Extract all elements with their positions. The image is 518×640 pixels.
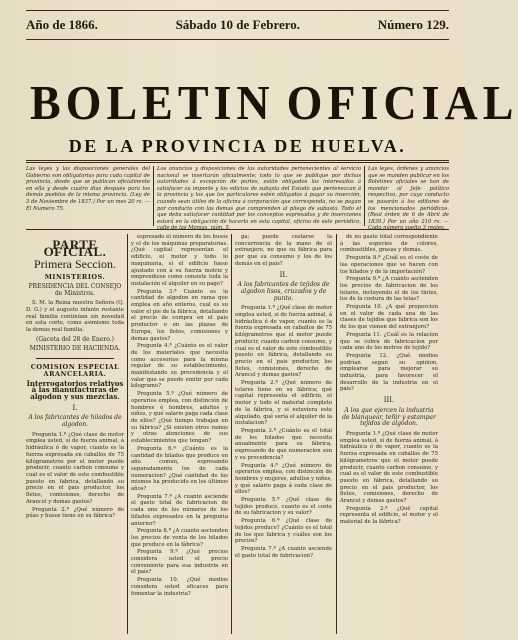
- col2-paragraph-3: Pregunta 4.ª ¿Cuánto es el valor de los materiales que necesita como accesorios para la misma regular de su establecimiento, manifestando su procedencia y el valor que se puede emitir por cada kilogramo?: [131, 343, 228, 390]
- commission-heading: COMISION ESPECIAL ARANCELARIA.: [30, 363, 120, 378]
- col4-paragraph-8: Pregunta 2.ª ¿Qué capital representa el edificio, el motor y el material de la fábrica?: [340, 505, 438, 526]
- roman-numeral-ii: II.: [279, 270, 288, 279]
- subheading-weavers: A los fabricantes de tejidos de algodon lisos, cruzados y de punto.: [237, 281, 330, 302]
- col3-paragraph-1: ga; puede costarse la concurrencia de la mano de el extranjero, no que su fábrica para por que su consumo y los de los demás en el pais?: [235, 234, 332, 267]
- col3-paragraph-6: Pregunta 5.ª ¿Qué clase de tejidos produce, cuanto es el coste de su fabricacion y su valor?: [235, 497, 332, 517]
- notice-center: Los anuncios y disposiciones de las autoridades pertenecientes al servicio nacional se insertarán oficialmente; todo lo que se publique por dichas autoridades á excepción de partes, están obligados los interesados á satisfacer su importe y los edictos de subasta del Estado que pertenezcan á la provincia y los que los particulares estén obligados á pagar su inserción, cuando sean útiles de la oficina á corporación que corresponda, no se pagan por conducto con las demas que comprenden al pliego de subasta. Todo el que deba satisfacer cantidad por los conceptos espresados y de inserciones estará en la obligación de hacerlo en esta capital, oficina de este periódico, calle de las Monjas, núm. 5.: [157, 166, 361, 232]
- section-heading: Primera Seccion.: [34, 257, 116, 272]
- question-2: Pregunta 2.ª ¿Qué número de púas y husos tiene en su fábrica?: [26, 506, 124, 520]
- interrogatories-title: Interrogatorios relativos á las manufacturas de algodon y sus mezclas.: [26, 378, 124, 401]
- issue-year: Año de 1866.: [26, 17, 98, 32]
- issue-header: [26, 10, 449, 40]
- col4-paragraph-7: Pregunta 1.ª ¿Qué clase de motor emplea usted, si de fuerza animal, á hidráulica ó de vapor, cuanto es la fuerza expresada en caballos de 75 kilógrametros que el motor puede producir, cuanto carbon consume, y cual es el valor de este combustible puesto en fábrica, detallando su precio en el pais productor, los fletes, comisiones, derecho de Arancel y demas gastos?: [340, 430, 438, 505]
- question-1: Pregunta 1.ª ¿Qué clase de motor emplea usted, si de fuerza animal, á hidráulica ó de vapor, cuanto es la fuerza expresada en caballos de 75 kilógrametros por el motor puede producir, cuanto carbon consume y cual es el valor de este combustible puesto en fabrica, detallando su precio en el pais productor, los fletes, comisiones, derecho de Arancel y demas gastos?: [26, 431, 124, 505]
- masthead-word-boletin: BOLETIN: [30, 75, 275, 129]
- col4-paragraph-6: Pregunta 12. ¿Qué medios podrían segun su opinion, emplearse para mejorar su industria, para favorecer el desarrollo de la industria en el pais?: [340, 352, 438, 393]
- ministries-label: MINISTERIOS.: [44, 273, 106, 282]
- col3-paragraph-5: Pregunta 4.ª ¿Qué número de operarios emplea, con distinción de hombres y mujeres, adultos y niños, y qué salario paga á cada clase de ellos?: [235, 462, 332, 496]
- col3-paragraph-2: Pregunta 1.ª ¿Qué clase de motor emplea usted, si de fuerza animal, á hidráulica ó de vapor, cuanto es la fuerza expresada en caballos de 75 kilógrametros que el motor puede producir, cuanto carbon consume, y cual es el valor de este combustible puesto en fábrica, detallando su precio en el pais productor, los fletes, comisiones, derecho de Arancel y demas gastos?: [235, 305, 333, 379]
- subheading-dyers: A los que ejercen la industria de blanquear, teñir y estampar tejidos de algodon.: [342, 406, 436, 428]
- separator: [36, 358, 114, 359]
- col2-paragraph-7: Pregunta 8.ª ¿A cuanto ascienden los precios de venta de los hilados que produce en la fábrica?: [131, 528, 228, 548]
- column-divider-2: [231, 234, 232, 634]
- col3-paragraph-3: Pregunta 2.ª ¿Qué número de telares tiene en su fábrica; qué capital representa el edificio, el motor y todo el material completo de la fábrica, y si estuviera este alquilado, qué sería el alquiler de la instalacion?: [235, 380, 332, 427]
- col2-paragraph-4: Pregunta 5.ª ¿Qué número de operarios emplea, con distinción de hombres é hombres, adultos y niños, y qué salario paga cada clase de ellos? ¿Qué tiempo trabajan en su fábrica? ¿Si existen otros ramos y otras atenciones de sus establecimientos que tengan?: [131, 391, 228, 445]
- column-2: [131, 234, 228, 634]
- subheading-spinners: A los fabricantes de hilados de algodon.: [28, 414, 122, 429]
- presidency-heading: PRESIDENCIA DEL CONSEJO de Ministros.: [28, 282, 122, 297]
- col4-paragraph-2: Pregunta 8.ª ¿Cuál es el coste de las operaciones que se hacen con los hilados y de la importación?: [340, 255, 438, 275]
- notice-divider-2: [364, 166, 365, 226]
- col2-paragraph-9: Pregunta 10. ¿Qué medios considera usted eficaces para fomentar la industria?: [131, 577, 228, 597]
- rule-under-title-double: [26, 162, 449, 163]
- roman-numeral-i: I.: [72, 403, 78, 412]
- notice-right: Las leyes, órdenes y anuncios que se manden publicar en los Boletines oficiales se han de mandar al Jefe político respectivo, por cuyo conducto se pasarán á los editores de los mencionados periódicos. (Real órden de 6 de Abril de 1839.) Por un año 210 rs. — Cada número suelto 3 reales.: [368, 166, 449, 232]
- ministry-heading: MINISTERIO DE HACIENDA.: [29, 345, 121, 353]
- roman-numeral-iii: III.: [383, 396, 395, 405]
- column-1: [26, 234, 124, 634]
- gazette-reference: (Gaceta del 28 de Enero.): [36, 335, 114, 343]
- col2-paragraph-2: Pregunta 3.ª Cuánto es la cantidad de algodon en rama que emplea en año enteros, cual es su valor el pie de la fábrica, detallando el precio de compra en el pais productor o en las plazas de Europa, los fletes, comisiones y demas gastos?: [131, 288, 228, 342]
- col3-paragraph-7: Pregunta 6.ª ¿Qué clase de tejidos produce? ¿Cuánto es el total de los que fabrica y cuáles son los precios?: [235, 518, 332, 545]
- col4-paragraph-1: de no gasto total correspondiente á las especies de colores, combustibles, grasas y demás.: [340, 234, 438, 254]
- masthead: [30, 72, 518, 132]
- col2-paragraph-8: Pregunta 9.ª ¿Qué precios considera usted el precio conveniente para esa industria en el país?: [131, 549, 228, 576]
- column-4: [340, 234, 438, 634]
- column-divider-1: [127, 234, 128, 634]
- issue-date: Sábado 10 de Febrero.: [175, 17, 301, 32]
- col2-paragraph-6: Pregunta 7.ª ¿A cuanto asciende el gasto total de fabricacion de cada uno de los números de los hilados expresados en la pregunta anterior?: [131, 493, 228, 527]
- rule-under-notices: [26, 229, 449, 230]
- column-3: [235, 234, 332, 634]
- masthead-subtitle: DE LA PROVINCIA DE HUELVA.: [68, 136, 407, 156]
- publication-notices: [26, 166, 449, 232]
- column-divider-3: [336, 234, 337, 634]
- col3-paragraph-8: Pregunta 7.ª ¿A cuanto asciende el gasto total de fabricacion?: [235, 545, 332, 559]
- masthead-word-oficial: OFICIAL: [286, 75, 518, 129]
- notice-left: Las leyes y las disposiciones generales del Gobierno son obligatorias para cada capital de provincia, desde que se publican oficialmente en ella y desde cuatro días después para los demás pueblos de la misma provincia. (Ley de 3 de Noviembre de 1837.) Por un mes 20 rs. — El Numero 75.: [26, 166, 150, 212]
- col2-paragraph-1: espresado el número de los husos y el de los máquinas preparatorias. ¿Qué capital representan el edificio, el motor y todo lo maquinaria, si el edificio fuese ajustado con á su fuerza motriz y emprendiese como consiste toda la instalación el alquiler en su pago?: [131, 234, 228, 287]
- col4-paragraph-3: Pregunta 9.ª ¿A cuánto ascienden los precios de fabricacion de los telares, incluyendo el de los tintes, los de la costura de las telas?: [340, 276, 438, 303]
- rule-under-title: [26, 160, 449, 161]
- notice-divider-1: [153, 166, 154, 226]
- col3-paragraph-4: Pregunta 3.ª ¿Cuánto es el total de los hilados que necesita anualmente para su fábrica, expresando de que numeracion son y su procedencia?: [235, 427, 332, 461]
- col4-paragraph-5: Pregunta 11. ¿Cuál es la relacion que se cobra de fabricacion por cada uno de los metros de tejido?: [340, 331, 438, 352]
- royal-family-note: S. M. la Reina nuestra Señora (Q. D. G.) y el augusto infante restante real familia continúan sin novedad en esta corte, como asimismo toda la demas real familia.: [26, 300, 124, 334]
- col4-paragraph-4: Pregunta 10. ¿A qué proporcion en el valor de cada una de las clases de tejidos que fabrica son los de los que vienen del extranjero?: [340, 304, 438, 331]
- col2-paragraph-5: Pregunta 6.ª ¿Cuánto es la cantidad de hilados que produce en año comun, espresando separadamente los de cada numeracion? ¿Qué cantidad de los mismos ha producido en los últimos años?: [131, 445, 228, 493]
- issue-number: Número 129.: [377, 17, 449, 32]
- part-heading: PARTE OFICIAL.: [43, 237, 107, 259]
